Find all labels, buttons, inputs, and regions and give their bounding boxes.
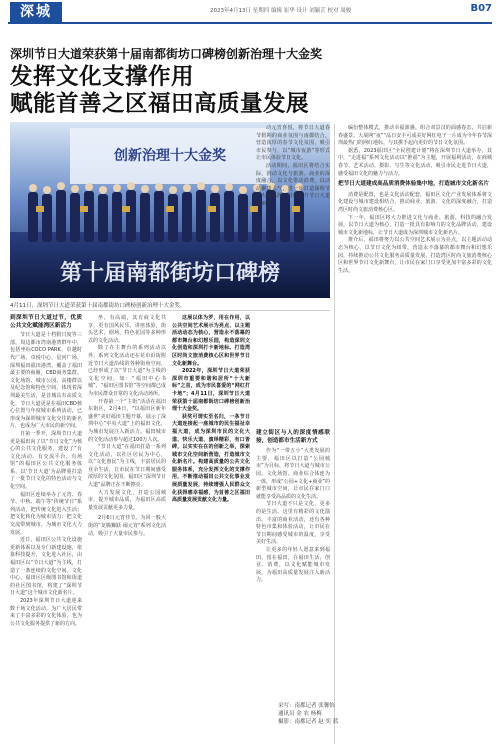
col1-subhead: 到深圳节日大道过节，优质公共文化赋能湾区新活力: [10, 315, 82, 329]
headline-line-2: 赋能首善之区福田高质量发展: [10, 91, 310, 117]
stage-text: 第十届南都街坊口碑榜: [59, 261, 281, 286]
col3-paragraph-2: 2022年，深圳节日大道荣获深圳市重要和谐和居所“十大新标”之首，成为市民喜爱的“网红打卡地”；4月11日，深圳节日大道荣获第十届南都街坊口碑榜创新治理十大金奖。: [172, 368, 250, 413]
article-kicker: 深圳节日大道荣获第十届南都街坊口碑榜创新治理十大金奖: [10, 47, 323, 61]
col2-paragraph-2: 除了在主舞台的系列活动以外，系列文化活动还在花市沿街附近节日大道沿线的各种街角空间，已经形成了以“节日大道”为主线的文化空间，如：“福田中心书城”、“福田区图书馆”等空间都已成为市民群众日常的文化活动场所。: [88, 345, 166, 397]
col1-paragraph-1: 节日大道是十档假日度等三部，周边都市湾南港湾群年中，包括坐标COCO PARK、卓越时代广场、卓悦中心、星河广场、深圳福田福田港湾，覆盖了福田最主要的商圈，CBD商务集群、文化场馆、城市公园、高楼群以及纪念馆和特色空间，体现着深圳最美生活，是首城具有高质文化，节日大道更是在福田CBD核心位置与年度城市系列活动，已形成为深圳城市文化交往的新名片，也成为广大市民的新空间。: [10, 332, 82, 430]
col4-paragraph-1: 动元宵喜悦，将节日大道春节假期的商业氛围与南都结合，营造浓厚的春节文化氛围，吸引市民参与，以“城市夜游”等形式让市民体验节日文化。: [256, 125, 330, 162]
col2-paragraph-3: 开春第一个“主街”活动在福田东街区，2月4日，“以福田区新年盛世”美好福田主题开幕，展示了深圳中心“中央大道”上的福田文化，为城市发展注入新活力。福田城市的文化活动参与超过100万人次。: [88, 398, 166, 443]
page-header: [0, 0, 500, 24]
issue-meta: 2023年4月13日 星期四 编辑 崔华 设计 刘颖芷 校对 周骏: [210, 8, 352, 14]
banner-text: 创新治理十大金奖: [114, 148, 226, 164]
side-paragraph-4: 下一年，福田区将大力推进文化与商业、旅游、科技的融合发展，以节日大道为核心，打造一批具有影响力的文化品牌活动，建设城市文化新地标，让节日大道成为深圳城市文化新名片。: [338, 214, 492, 236]
right-column-top: [338, 125, 492, 275]
col1-paragraph-3: 福田区连续举办了元宵、春节、中秋、端午等“传统节日”系列活动，把传统文化进入生活；把文化转化为城市活力；把文化交流带到城市，为城市文化大力发展。: [10, 491, 82, 536]
col2-paragraph-5: 大力发展文化，打造公园城市，提升城市品质，为福田区高质量发展贡献更多力量。: [88, 489, 166, 511]
side-paragraph-3: 消费是配置，也是文化活动配套，福田区文化产业发展体系将文化建设与城市建设相结合，推动商业、旅游、文化的深度融合，打造湾区时尚文旅消费核心区。: [338, 191, 492, 213]
photo-caption: 4月11日，深圳节日大道荣获第十届南都街坊口碑榜创新治理十大金奖。: [10, 303, 186, 309]
col4-paragraph-3: 作为“一带五小”大类发展的主要，福田区以打造“公园城市”为目标，将节日大道与城市公园、文化场馆、商业综合体连为一体，形成“公园+文化+商业”的新型城市空间，让市民在家门口就能享受高品质的文化生活。: [256, 448, 330, 500]
article-column-2: [88, 315, 166, 538]
article-column-1: [10, 315, 82, 628]
side-subhead: 把节日大道建成高品质消费体验集中地，打造城市文化新名片: [338, 181, 490, 188]
col1-paragraph-2: 自第一季开，深圳节日大道更是福田向了以“节日文化”为核心的公共文化服务，建设了“有文化活动、有交流平台、有场馆”的福田区公共文化服务体系，以‘节日大道’为品牌重打造了一批节日文化的特色活动与文化空间。: [10, 430, 82, 491]
col3-paragraph-3: 获奖可谓实至名归，一条节日大道连接起一座城市的民生福祉幸福大道，成为深圳市民的文化大道、快乐大道、演绎精彩，有口皆碑，以实实在在的创新之举，探索城市文化空间新营造，打造城市文化新名片。构建高质量的公共文化服务体系，充分发挥文化的支撑作用，不断推动福田公共文化事业发展质量发展，持续增强人民群众文化获得感幸福感，为首善之区福田高质量发展贡献文化力量。: [172, 413, 250, 504]
col4-subhead: 建立街区与人的深度情感联接，创造都市生活新方式: [256, 430, 330, 444]
headline-line-1: 发挥文化支撑作用: [10, 64, 195, 90]
byline-correspondent: 通讯员 金 农 杨梅: [278, 711, 322, 717]
photo-divider: [10, 310, 330, 311]
article-headline: [10, 64, 490, 118]
col4-paragraph-2: 活动期间，福田区将结合实际，推动文化与旅游、商业的深度融合，以文化带动消费，以活动聚集人气，进一步打造深圳节日大道品牌，持续提升节日大道影响力。: [256, 162, 330, 207]
article-column-4-lower: [256, 430, 330, 585]
page-number: B07: [470, 3, 492, 14]
side-paragraph-1: 编衍整体模式，推动幸福源感。组合双景汉的面感春态，共启新春盛景。大展网“夜”“品日安丰可成美好网红电子一片成为今年春节深圳最热门的网红地标。与其携手起向更好的节日文化氛围。: [338, 125, 492, 147]
col1-paragraph-4: 近日，福田区公共文化设施更新体系以及专门新建设施，依靠科技提升，文化进入社区，由福田区以“节日大道”为主线，打造了一条连续的文化空间。文化中心、福田区区级图书馆和街道的社区图书馆，构建了“深圳节日大道”这个城市文化新名片。: [10, 537, 82, 597]
col2-paragraph-1: 坐，有高端，其有商文化共享，更有国风民乐，讲座体验，街头艺术，剧场，特色花园等多种形式的文化活动。: [88, 315, 166, 344]
side-paragraph-2: 据悉，2023福田区“全民创建计划”将在深圳节日大道举办，其中，“走进福”系列文化活动以“推福”为主题，开展福利活动，在商城春节、艺术活动、摄影、写生等文化活动，吸引市民走进节日大道，感受福田文化的魅力与活力。: [338, 147, 492, 177]
byline-footer: [278, 702, 383, 726]
header-rule: [8, 22, 492, 24]
col2-paragraph-4: “节日大道”在福田打造一系列文化活动，以社区居民为中心，以“文化惠民”为主线，丰富居民的业余生活，让市民在节日期间感受浓厚的文化氛围，福田区“深圳节日大道”品牌正在不断擦亮。: [88, 444, 166, 489]
column-divider: [334, 124, 335, 744]
col4-paragraph-5: 让更多的年轻人愿意来到福田，留在福田，在福田生活、创业、消费，以文化赋能城市发展，为福田高质量发展注入新活力。: [256, 546, 330, 584]
byline-writer: 采写：南都记者 张馨怡: [278, 703, 335, 709]
col1-paragraph-5: 2023年深圳节日大道迎来数十场文化活动，为广大居民带来了丰富多彩的文化体验，也为公共文化服务提供了新的方向。: [10, 597, 82, 627]
col2-paragraph-6: 2月6日元宵佳节，为回一般大街的“龙腾狮跃·闹元宵”系列文化活动，吸引了大量市民参与。: [88, 515, 166, 537]
col4-paragraph-4: 节日大道不只是文化，更多的是生活。这里有精彩的文化演出、丰富的商业活动，还有各种特色市集和体验活动，让市民在节日期间感受城市的温度，享受美好生活。: [256, 501, 330, 546]
col3-paragraph-1: 这展以体为罗，用在作用，以公共空间艺术展示为亮点，以主题活动动态为核心，营造永不落幕的都市舞台和幻想乐园，构造深圳文化创造和深圳打卡新地标。打造湾区时尚文旅消费核心区和世界节日文化新舞台。: [172, 315, 250, 367]
byline-photographer: 摄影：南都记者 赵 奕 蓝: [278, 719, 339, 725]
side-paragraph-5: 推介后，福田将努力以公共空间艺术展示为亮点，以主题活动动态为核心，以节日文化为纽带，营造永不落幕的都市舞台和幻想乐园，持续推动公共文化服务高质量发展，打造湾区时尚文旅消费核心区和世界节日文化新舞台，让市民在家门口享受更加丰富多彩的文化生活。: [338, 237, 492, 274]
article-column-4: [256, 125, 330, 209]
article-column-3: [172, 315, 250, 505]
section-tag: 深城: [10, 2, 62, 22]
